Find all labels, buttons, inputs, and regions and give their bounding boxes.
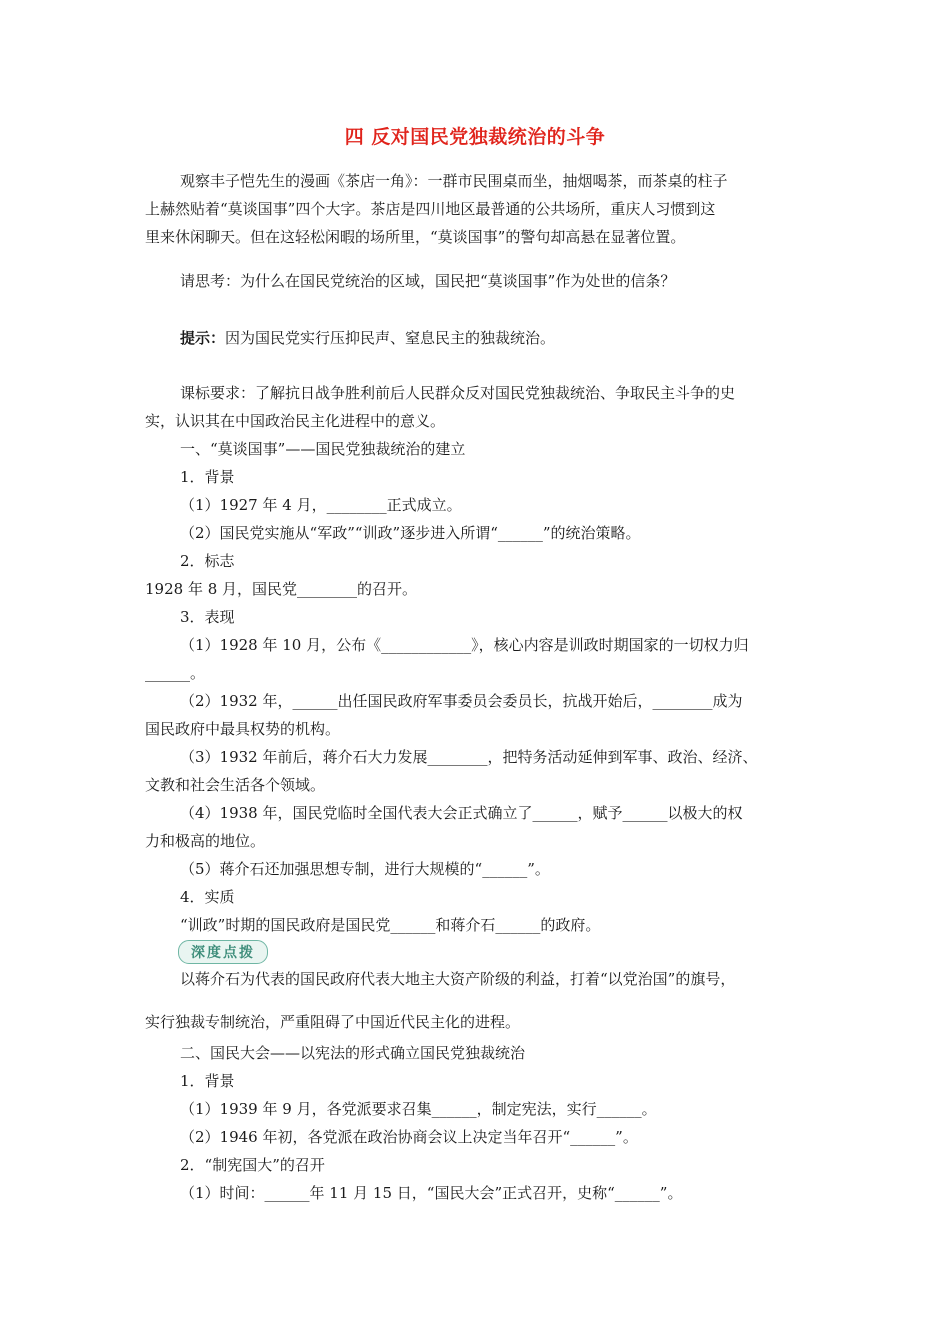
question: 请思考：为什么在国民党统治的区域，国民把“莫谈国事”作为处世的信条？ <box>180 272 676 290</box>
section2-line: 1．背景 <box>180 1072 235 1090</box>
section1-line: （2）国民党实施从“军政”“训政”逐步进入所谓“______”的统治策略。 <box>180 524 641 542</box>
section2-line: （2）1946 年初，各党派在政治协商会议上决定当年召开“______”。 <box>180 1128 638 1146</box>
section2-line: （1）时间：______年 11 月 15 日，“国民大会”正式召开，史称“______”。 <box>180 1184 683 1202</box>
section1-line: 文教和社会生活各个领域。 <box>145 776 326 794</box>
section1-line: 1．背景 <box>180 468 235 486</box>
section1-line: （5）蒋介石还加强思想专制，进行大规模的“______”。 <box>180 860 550 878</box>
section2-line: （1）1939 年 9 月，各党派要求召集______，制定宪法，实行______。 <box>180 1100 657 1118</box>
section1-line: 4．实质 <box>180 888 235 906</box>
section1-line: （2）1932 年，______出任国民政府军事委员会委员长，抗战开始后，________成为 <box>180 692 743 710</box>
section1-line: （3）1932 年前后，蒋介石大力发展________，把特务活动延伸到军事、政治、经济、 <box>180 748 758 766</box>
intro-line: 里来休闲聊天。但在这轻松闲暇的场所里，“莫谈国事”的警句却高悬在显著位置。 <box>145 228 686 246</box>
section1-line: （4）1938 年，国民党临时全国代表大会正式确立了______，赋予______以极大的权 <box>180 804 743 822</box>
depth-line: 实行独裁专制统治，严重阻碍了中国近代民主化的进程。 <box>145 1013 521 1031</box>
hint-label: 提示： <box>180 329 226 347</box>
standard-line: 实，认识其在中国政治民主化进程中的意义。 <box>145 412 446 430</box>
hint-text: 因为国民党实行压抑民声、窒息民主的独裁统治。 <box>225 329 556 347</box>
intro-line: 上赫然贴着“莫谈国事”四个大字。茶店是四川地区最普通的公共场所，重庆人习惯到这 <box>145 200 716 218</box>
section1-line: （1）1927 年 4 月，________正式成立。 <box>180 496 462 514</box>
intro-line: 观察丰子恺先生的漫画《茶店一角》：一群市民围桌而坐，抽烟喝茶，而茶桌的柱子 <box>180 172 728 190</box>
section1-heading: 一、“莫谈国事”——国民党独裁统治的建立 <box>180 440 466 458</box>
section1-line: “训政”时期的国民政府是国民党______和蒋介石______的政府。 <box>180 916 601 934</box>
hint <box>180 328 555 348</box>
section2-heading: 二、国民大会——以宪法的形式确立国民党独裁统治 <box>180 1044 526 1062</box>
section1-line: 国民政府中最具权势的机构。 <box>145 720 341 738</box>
section1-line: 1928 年 8 月，国民党________的召开。 <box>145 580 418 598</box>
page-title: 四 反对国民党独裁统治的斗争 <box>344 126 606 148</box>
section1-line: 2．标志 <box>180 552 235 570</box>
depth-badge: 深度点拨 <box>178 940 268 964</box>
section1-line: 3．表现 <box>180 608 235 626</box>
section1-line: （1）1928 年 10 月，公布《____________》，核心内容是训政时期国家的一切权力归 <box>180 636 749 654</box>
section1-line: 力和极高的地位。 <box>145 832 266 850</box>
standard-line: 课标要求：了解抗日战争胜利前后人民群众反对国民党独裁统治、争取民主斗争的史 <box>180 384 736 402</box>
depth-line: 以蒋介石为代表的国民政府代表大地主大资产阶级的利益，打着“以党治国”的旗号， <box>180 970 736 988</box>
section2-line: 2．“制宪国大”的召开 <box>180 1156 325 1174</box>
section1-line: ______。 <box>145 664 206 682</box>
